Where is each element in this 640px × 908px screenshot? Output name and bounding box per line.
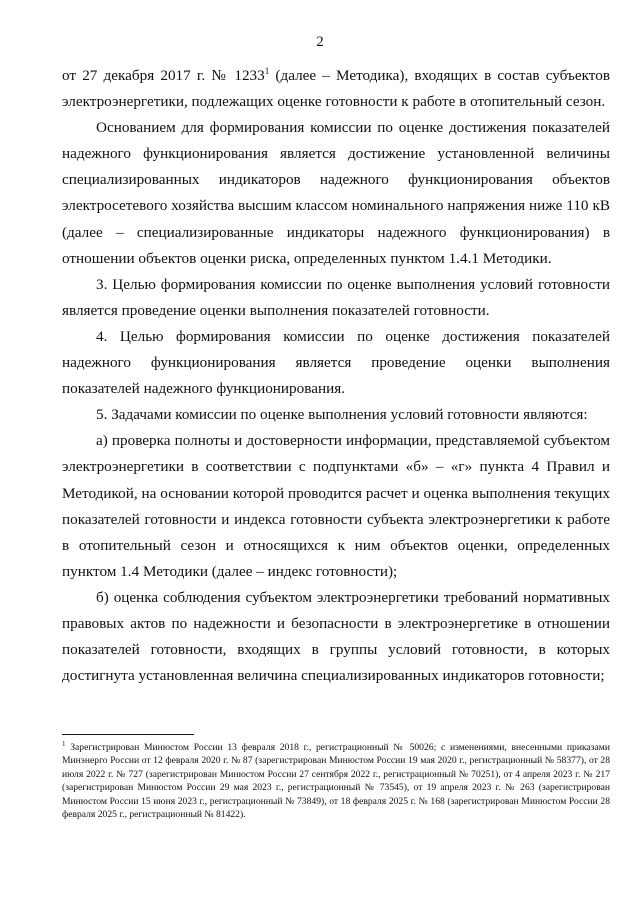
- paragraph-subitem-a: а) проверка полноты и достоверности информации, представляемой субъектом электроэнергетики в соответствии с подпунктами «б» – «г» пункта 4 Правил и Методикой, на основании которой проводится расчет и оценка выполнения текущих показателей готовности и индекса готовности субъекта электроэнергетики к работе в отопительный сезон и относящихся к ним объектов оценки, определенных пунктом 1.4 Методики (далее – индекс готовности);: [62, 432, 610, 580]
- footnote-text: Зарегистрирован Минюстом России 13 февраля 2018 г., регистрационный № 50026; с изменениями, внесенными приказами Минэнерго России от 12 февраля 2020 г. № 87 (зарегистрирован Минюстом России 19 мая 2020 г., регистрационный № 58377), от 28 июля 2022 г. № 727 (зарегистрирован Минюстом России 27 сентября 2022 г., регистрационный № 70251), от 4 апреля 2023 г. № 217 (зарегистрирован Минюстом России 29 мая 2023 г., регистрационный № 73545), от 19 апреля 2023 г. № 263 (зарегистрирован Минюстом России 15 июня 2023 г., регистрационный № 73849), от 18 февраля 2025 г. № 168 (зарегистрирован Минюстом России 28 февраля 2025 г., регистрационный № 81422).: [62, 742, 610, 821]
- paragraph-subitem-b: б) оценка соблюдения субъектом электроэнергетики требований нормативных правовых актов по надежности и безопасности в электроэнергетике в отношении показателей готовности, входящих в группы условий готовности, в которых достигнута установленная величина специализированных индикаторов готовности;: [62, 588, 610, 685]
- footnote: [62, 741, 610, 821]
- page-number: 2: [316, 34, 324, 50]
- paragraph-item-4: 4. Целью формирования комиссии по оценке достижения показателей надежного функционирования является проведение оценки выполнения показателей надежного функционирования.: [62, 327, 610, 398]
- paragraph-item-5: 5. Задачами комиссии по оценке выполнения условий готовности являются:: [96, 406, 588, 424]
- paragraph-text: (далее – Методика), входящих в состав субъектов электроэнергетики, подлежащих оценке готовности к работе в отопительный сезон.: [62, 67, 610, 111]
- paragraph-continuation: [62, 63, 610, 115]
- document-body: [62, 63, 610, 689]
- paragraph-text: от 27 декабря 2017 г. № 1233: [62, 67, 265, 84]
- paragraph-commission-basis: Основанием для формирования комиссии по оценке достижения показателей надежного функционирования является достижение установленной величины специализированных индикаторов надежного функционирования объектов электросетевого хозяйства высшим классом номинального напряжения ниже 110 кВ (далее – специализированные индикаторы надежного функционирования) в отношении объектов оценки риска, определенных пунктом 1.4.1 Методики.: [62, 119, 610, 267]
- paragraph-item-3: 3. Целью формирования комиссии по оценке выполнения условий готовности является проведение оценки выполнения показателей готовности.: [62, 275, 610, 319]
- footnote-separator: [62, 734, 194, 735]
- footnote-marker: 1: [62, 739, 66, 748]
- footnote-reference[interactable]: 1: [264, 65, 270, 76]
